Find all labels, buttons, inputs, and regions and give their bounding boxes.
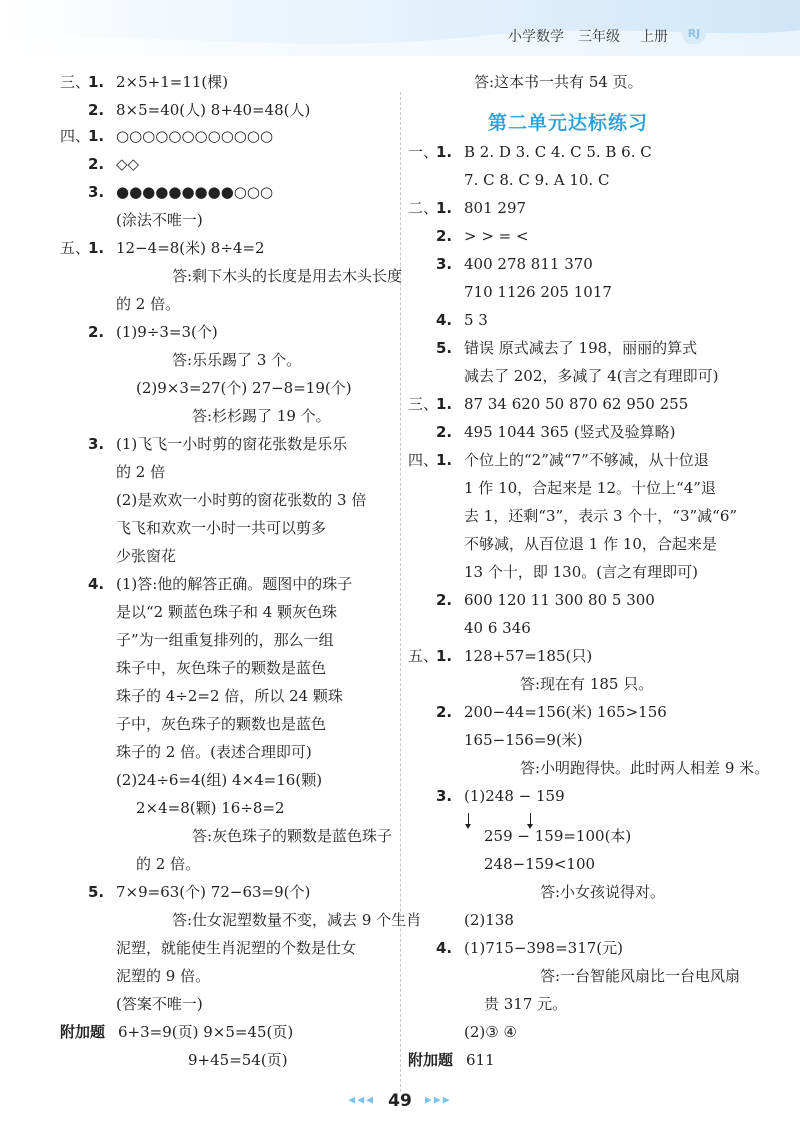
- answer-text: 飞飞和欢欢一小时一共可以剪多: [116, 519, 327, 537]
- header-volume: 上册: [640, 29, 668, 45]
- answer-line: [60, 602, 337, 622]
- answer-text: 165−156=9(米): [464, 731, 583, 749]
- answer-text: 40 6 346: [464, 619, 531, 637]
- section-label: 附加题: [60, 1023, 106, 1041]
- answer-text: 200−44=156(米) 165>156: [464, 703, 667, 721]
- question-number: 3.: [88, 183, 105, 201]
- answer-line: [60, 378, 352, 398]
- answer-line: [60, 966, 210, 986]
- answer-line: [60, 938, 356, 958]
- section-label: 一、: [408, 143, 439, 161]
- answer-text: 87 34 620 50 870 62 950 255: [464, 395, 689, 413]
- answer-text: (答案不唯一): [116, 995, 203, 1013]
- question-number: 3.: [436, 787, 453, 805]
- answer-line: [116, 406, 331, 426]
- answer-line: [60, 574, 352, 594]
- answer-line: [60, 630, 334, 650]
- header-subject: 小学数学: [508, 29, 564, 45]
- next-arrows-icon: ▶▶▶: [424, 1095, 452, 1106]
- answer-text: 8×5=40(人) 8+40=48(人): [116, 101, 311, 119]
- answer-line: [408, 562, 698, 582]
- answer-text: (2)是欢欢一小时剪的窗花张数的 3 倍: [116, 491, 367, 509]
- answer-text: 12−4=8(米) 8÷4=2: [116, 239, 265, 257]
- section-label: 三、: [408, 395, 439, 413]
- answer-text: (2)9×3=27(个) 27−8=19(个): [136, 379, 352, 397]
- question-number: 2.: [88, 155, 105, 173]
- question-number: 4.: [436, 311, 453, 329]
- header-grade: 三年级: [578, 29, 620, 45]
- answer-line: [408, 506, 737, 526]
- answer-text: 7×9=63(个) 72−63=9(个): [116, 883, 311, 901]
- answer-text: (2)③ ④: [464, 1023, 517, 1041]
- answer-text: 5 3: [464, 311, 488, 329]
- section-label: 附加题: [408, 1051, 454, 1069]
- section-label: 五、: [408, 647, 439, 665]
- answer-text: 611: [466, 1051, 495, 1069]
- question-number: 1.: [436, 395, 453, 413]
- page-footer: [0, 1090, 800, 1111]
- answer-text: 128+57=185(只): [464, 647, 593, 665]
- answer-line: [408, 854, 595, 874]
- answer-text: 子中，灰色珠子的颗数也是蓝色: [116, 715, 327, 733]
- answer-text: 错误 原式减去了 198，丽丽的算式: [464, 339, 698, 357]
- answer-line: [408, 702, 667, 722]
- answer-line: [408, 1050, 495, 1070]
- down-arrow-icon: [468, 813, 469, 825]
- answer-line: [60, 210, 203, 230]
- answer-line: [408, 730, 583, 750]
- answer-line: [60, 322, 218, 342]
- answer-line: [60, 770, 322, 790]
- answer-text: 珠子的 2 倍。(表述合理即可): [116, 743, 312, 761]
- answer-text: 2×4=8(颗) 16÷8=2: [136, 799, 285, 817]
- question-number: 1.: [436, 451, 453, 469]
- header-wave-decoration: [0, 0, 800, 56]
- answer-text: 1 作 10，合起来是 12。十位上“4”退: [464, 479, 716, 497]
- answer-line: [116, 266, 402, 286]
- header-band: [0, 0, 800, 56]
- question-number: 4.: [88, 575, 105, 593]
- section-label: 三、: [60, 73, 91, 91]
- answer-line: [60, 294, 180, 314]
- answer-text: (1)飞飞一小时剪的窗花张数是乐乐: [116, 435, 348, 453]
- answer-text: 答:小明跑得快。此时两人相差 9 米。: [520, 759, 770, 777]
- answer-text: 248−159<100: [484, 855, 596, 873]
- answer-line: [408, 422, 675, 442]
- answer-text: (1)715−398=317(元): [464, 939, 623, 957]
- answer-line: [408, 282, 612, 302]
- question-number: 2.: [88, 323, 105, 341]
- prev-arrows-icon: ◀◀◀: [348, 1095, 376, 1106]
- answer-line: [60, 126, 273, 146]
- answer-text: 答:现在有 185 只。: [520, 675, 654, 693]
- answer-line: [464, 758, 769, 778]
- answer-line: [408, 938, 623, 958]
- answer-line: [132, 1050, 288, 1070]
- answer-text: 减去了 202，多减了 4(言之有理即可): [464, 367, 719, 385]
- question-number: 1.: [436, 199, 453, 217]
- answer-text: 去 1，还剩“3”，表示 3 个十，“3”减“6”: [464, 507, 738, 525]
- answer-line: [60, 238, 265, 258]
- answer-text: (1)答:他的解答正确。题图中的珠子: [116, 575, 353, 593]
- answer-line-54-pages: 答:这本书一共有 54 页。: [474, 73, 643, 91]
- answer-line: [408, 198, 526, 218]
- question-number: 1.: [88, 239, 105, 257]
- question-number: 3.: [88, 435, 105, 453]
- question-number: 1.: [88, 73, 105, 91]
- answer-line: [408, 646, 592, 666]
- answer-text: 2×5+1=11(棵): [116, 73, 229, 91]
- answer-line: [60, 742, 312, 762]
- answer-line: [60, 546, 176, 566]
- question-number: 2.: [436, 423, 453, 441]
- section-title: 第二单元达标练习: [488, 112, 649, 134]
- answer-line: [60, 658, 326, 678]
- answer-text: 710 1126 205 1017: [464, 283, 612, 301]
- answer-text: > > = <: [464, 227, 529, 245]
- answer-line: [408, 618, 531, 638]
- question-number: 5.: [88, 883, 105, 901]
- answer-line: [60, 994, 203, 1014]
- answer-text: 珠子中，灰色珠子的颗数是蓝色: [116, 659, 327, 677]
- answer-text: 答:杉杉踢了 19 个。: [192, 407, 331, 425]
- answer-line: [408, 826, 631, 846]
- question-number: 2.: [436, 703, 453, 721]
- answer-text: 13 个十，即 130。(言之有理即可): [464, 563, 698, 581]
- answer-text: 珠子的 4÷2=2 倍，所以 24 颗珠: [116, 687, 343, 705]
- answer-text: 495 1044 365 (竖式及验算略): [464, 423, 676, 441]
- answer-text: (1)248 − 159: [464, 787, 565, 805]
- answer-line: [116, 910, 421, 930]
- answer-line: [60, 798, 285, 818]
- answer-text: 答:剩下木头的长度是用去木头长度: [172, 267, 403, 285]
- answer-text: 的 2 倍。: [116, 295, 181, 313]
- answer-line: [408, 394, 688, 414]
- answer-line: [464, 966, 740, 986]
- section-label: 四、: [60, 127, 91, 145]
- question-number: 5.: [436, 339, 453, 357]
- answer-text: 801 297: [464, 199, 527, 217]
- answer-line: [408, 910, 514, 930]
- answer-text: 不够减，从百位退 1 作 10，合起来是: [464, 535, 717, 553]
- answer-line: [60, 154, 139, 174]
- answer-line: [408, 254, 593, 274]
- section-label: 二、: [408, 199, 439, 217]
- answer-line: [60, 100, 310, 120]
- answer-line: [408, 1022, 517, 1042]
- answer-text: ●●●●●●●●●○○○: [116, 183, 274, 201]
- down-arrow-icon: [530, 813, 531, 825]
- answer-text: 答:乐乐踢了 3 个。: [172, 351, 302, 369]
- answer-line: [464, 674, 653, 694]
- answer-text: 600 120 11 300 80 5 300: [464, 591, 655, 609]
- answer-line: [408, 590, 655, 610]
- answer-line: [408, 338, 697, 358]
- answer-text: 400 278 811 370: [464, 255, 593, 273]
- question-number: 2.: [436, 227, 453, 245]
- answer-text: 贵 317 元。: [484, 995, 568, 1013]
- question-number: 1.: [436, 647, 453, 665]
- answer-line: [408, 310, 488, 330]
- answer-line: [60, 854, 200, 874]
- question-number: 4.: [436, 939, 453, 957]
- section-label: 五、: [60, 239, 91, 257]
- question-number: 2.: [436, 591, 453, 609]
- section-label: 四、: [408, 451, 439, 469]
- answer-text: B 2. D 3. C 4. C 5. B 6. C: [464, 143, 652, 161]
- answer-line: [60, 490, 366, 510]
- answer-text: 259 − 159=100(本): [484, 827, 632, 845]
- answer-text: 子”为一组重复排列的，那么一组: [116, 631, 334, 649]
- answer-line: [60, 1022, 293, 1042]
- answer-line: [60, 882, 310, 902]
- answer-text: (2)24÷6=4(组) 4×4=16(颗): [116, 771, 323, 789]
- answer-text: ◇◇: [116, 155, 140, 173]
- answer-text: 答:一台智能风扇比一台电风扇: [540, 967, 741, 985]
- answer-text: 的 2 倍: [116, 463, 166, 481]
- answer-line: [408, 226, 529, 246]
- answer-line: [408, 994, 567, 1014]
- column-divider: [400, 92, 401, 1092]
- answer-text: 答:小女孩说得对。: [540, 883, 666, 901]
- answer-text: 少张窗花: [116, 547, 177, 565]
- answer-line: [60, 714, 326, 734]
- answer-line: [408, 450, 709, 470]
- answer-line: [408, 478, 716, 498]
- answer-line: [464, 882, 665, 902]
- answer-line: [408, 786, 565, 806]
- answer-text: 7. C 8. C 9. A 10. C: [464, 171, 610, 189]
- answer-text: (2)138: [464, 911, 514, 929]
- answer-text: 9+45=54(页): [188, 1051, 288, 1069]
- question-number: 2.: [88, 101, 105, 119]
- answer-line: [408, 366, 718, 386]
- answer-text: 答:仕女泥塑数量不变，减去 9 个生肖: [172, 911, 422, 929]
- answer-line: [60, 686, 343, 706]
- answer-text: (1)9÷3=3(个): [116, 323, 218, 341]
- answer-text: 个位上的“2”减“7”不够减，从十位退: [464, 451, 709, 469]
- edition-badge: RJ: [682, 24, 706, 44]
- answer-line: [60, 72, 228, 92]
- answer-text: 泥塑，就能使生肖泥塑的个数是仕女: [116, 939, 357, 957]
- answer-text: 是以“2 颗蓝色珠子和 4 颗灰色珠: [116, 603, 338, 621]
- answer-line: [116, 826, 392, 846]
- answer-line: [116, 350, 301, 370]
- answer-text: 答:灰色珠子的颗数是蓝色珠子: [192, 827, 393, 845]
- question-number: 1.: [436, 143, 453, 161]
- answer-text: 的 2 倍。: [136, 855, 201, 873]
- answer-line: [408, 170, 609, 190]
- answer-text: ○○○○○○○○○○○○: [116, 127, 274, 145]
- question-number: 1.: [88, 127, 105, 145]
- answer-line: [60, 182, 273, 202]
- answer-line: [60, 518, 326, 538]
- page-number: 49: [388, 1090, 412, 1111]
- answer-line: [408, 142, 652, 162]
- answer-line: [60, 434, 347, 454]
- question-number: 3.: [436, 255, 453, 273]
- answer-text: (涂法不唯一): [116, 211, 203, 229]
- answer-text: 6+3=9(页) 9×5=45(页): [118, 1023, 294, 1041]
- answer-line: [60, 462, 165, 482]
- answer-text: 泥塑的 9 倍。: [116, 967, 211, 985]
- answer-line: [408, 534, 717, 554]
